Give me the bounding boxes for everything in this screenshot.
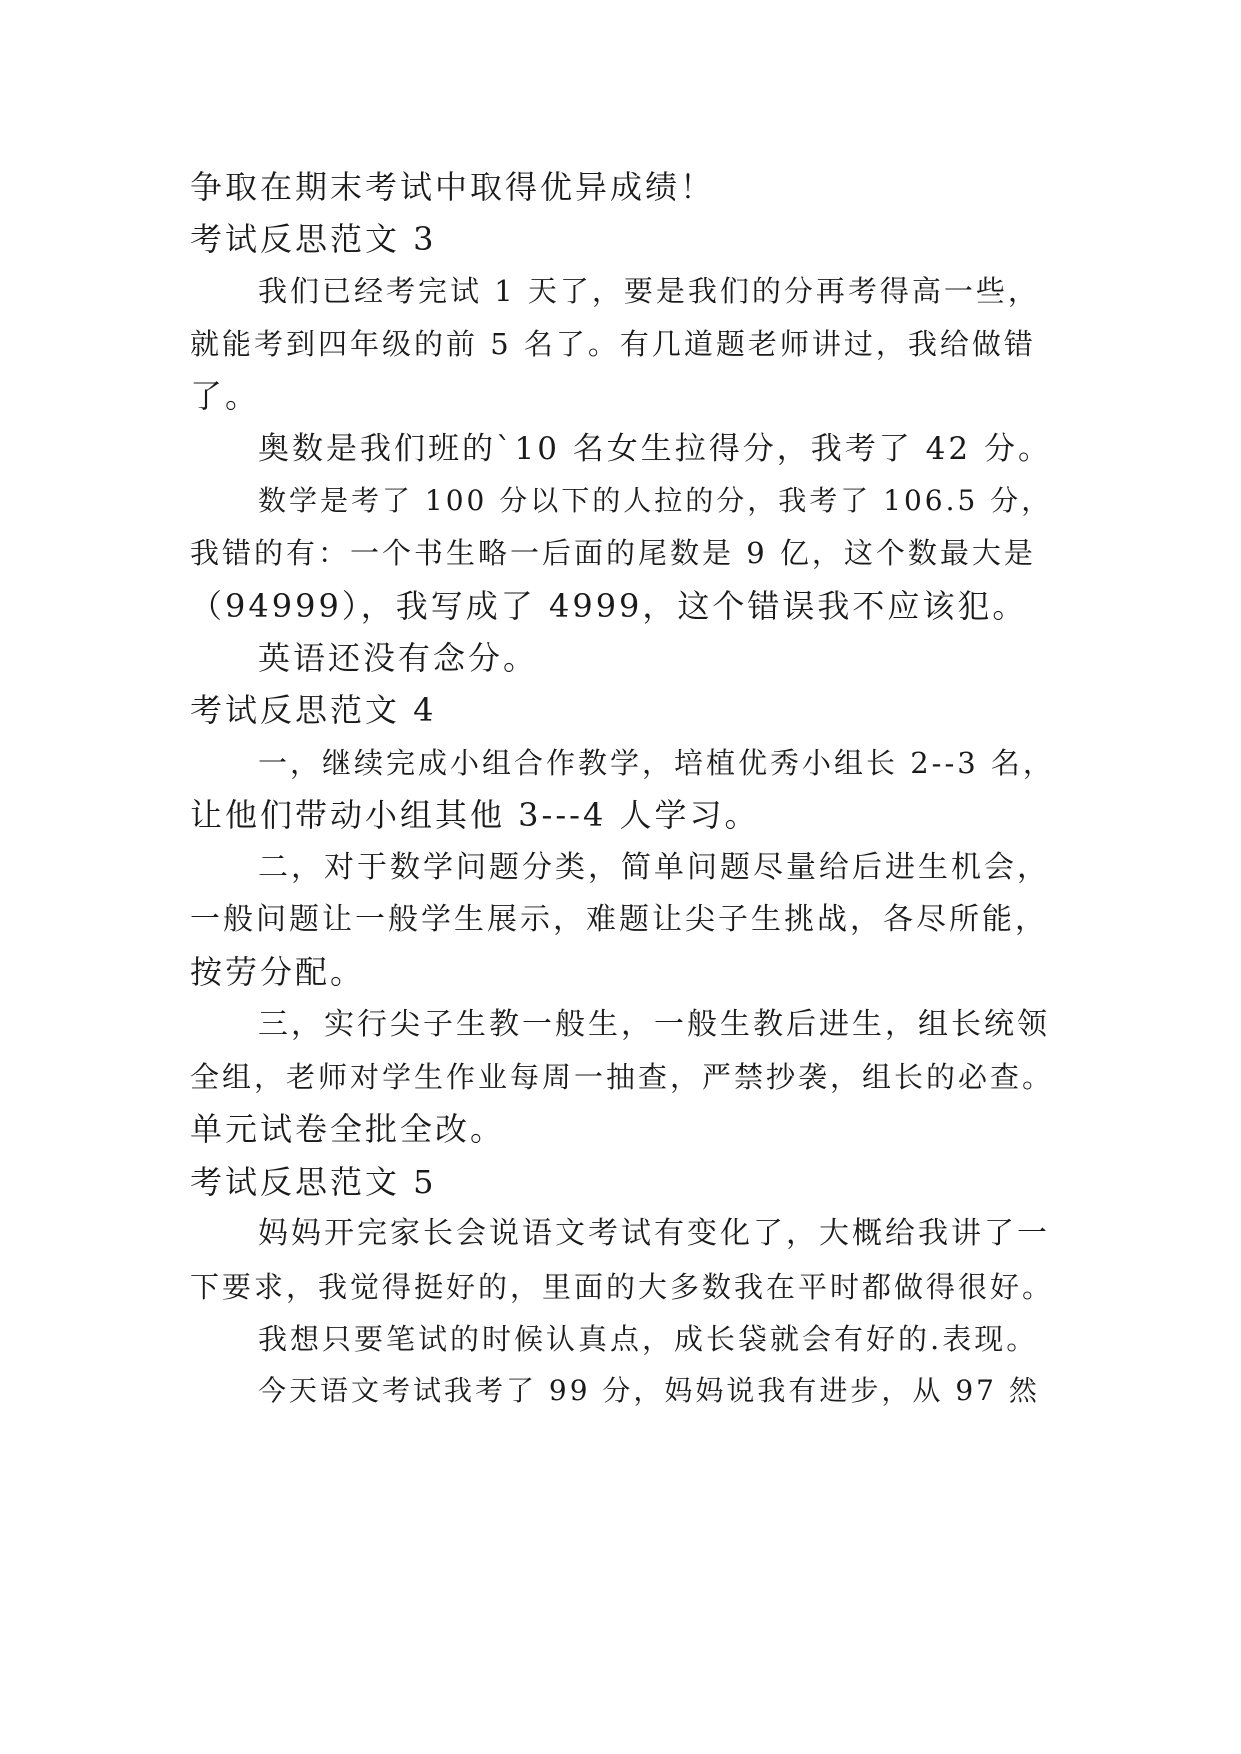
- paragraph-line: 数学是考了 100 分以下的人拉的分，我考了 106.5 分，: [258, 484, 1053, 517]
- section-heading: 考试反思范文 3: [190, 220, 437, 258]
- paragraph-line: 让他们带动小组其他 3---4 人学习。: [190, 796, 760, 834]
- paragraph-line: 按劳分配。: [190, 953, 366, 991]
- paragraph-line: 下要求，我觉得挺好的，里面的大多数我在平时都做得很好。: [190, 1270, 1055, 1304]
- section-heading: 考试反思范文 5: [190, 1163, 437, 1201]
- paragraph-line: 一，继续完成小组合作教学，培植优秀小组长 2--3 名，: [258, 746, 1055, 780]
- paragraph-line: 争取在期末考试中取得优异成绩！: [190, 168, 716, 206]
- paragraph-line: 了。: [190, 377, 261, 415]
- paragraph-line: 英语还没有念分。: [258, 639, 539, 677]
- paragraph-line: 三，实行尖子生教一般生，一般生教后进生，组长统领: [258, 1007, 1050, 1042]
- paragraph-line: 二，对于数学问题分类，简单问题尽量给后进生机会，: [258, 850, 1050, 885]
- paragraph-line: 我错的有：一个书生略一后面的尾数是 9 亿，这个数最大是: [190, 536, 1036, 570]
- paragraph-line: 我想只要笔试的时候认真点，成长袋就会有好的.表现。: [258, 1322, 1039, 1356]
- paragraph-line: 全组，老师对学生作业每周一抽查，严禁抄袭，组长的必查。: [190, 1060, 1055, 1094]
- paragraph-line: 我们已经考完试 1 天了，要是我们的分再考得高一些，: [258, 274, 1040, 308]
- paragraph-line: 就能考到四年级的前 5 名了。有几道题老师讲过，我给做错: [190, 327, 1036, 361]
- paragraph-line: 一般问题让一般学生展示，难题让尖子生挑战，各尽所能，: [190, 902, 1048, 937]
- paragraph-line: 单元试卷全批全改。: [190, 1110, 506, 1148]
- paragraph-line: 妈妈开完家长会说语文考试有变化了，大概给我讲了一: [258, 1216, 1050, 1251]
- paragraph-line: 奥数是我们班的`10 名女生拉得分，我考了 42 分。: [258, 431, 1052, 467]
- paragraph-line: 今天语文考试我考了 99 分，妈妈说我有进步，从 97 然: [258, 1374, 1040, 1407]
- section-heading: 考试反思范文 4: [190, 691, 437, 729]
- paragraph-line: （94999），我写成了 4999，这个错误我不应该犯。: [190, 587, 1028, 625]
